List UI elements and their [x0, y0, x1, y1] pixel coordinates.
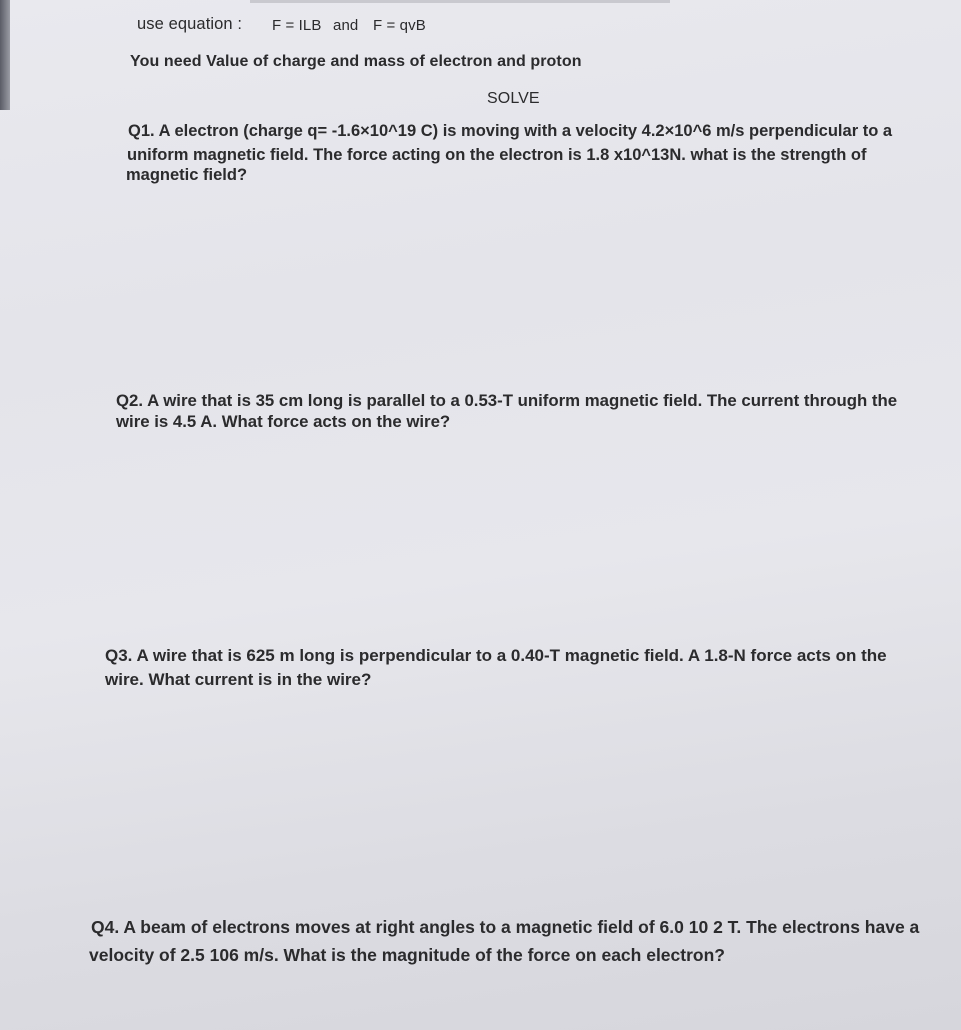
question-4-line-2: velocity of 2.5 106 m/s. What is the magnitude of the force on each electron? — [89, 945, 725, 965]
question-3-line-1: Q3. A wire that is 625 m long is perpendicular to a 0.40-T magnetic field. A 1.8-N force acts on the — [105, 646, 887, 665]
question-4-line-1: Q4. A beam of electrons moves at right angles to a magnetic field of 6.0 10 2 T. The electrons have a — [91, 917, 920, 937]
equation-force-charge: F = qvB — [373, 17, 426, 34]
question-3-line-2: wire. What current is in the wire? — [105, 670, 372, 689]
use-equation-label: use equation : — [137, 15, 243, 33]
solve-heading: SOLVE — [487, 90, 540, 107]
question-1-line-1: Q1. A electron (charge q= -1.6×10^19 C) is moving with a velocity 4.2×10^6 m/s perpendicular to a — [128, 122, 893, 140]
page-shadow-edge — [0, 0, 10, 110]
page-top-edge — [250, 0, 670, 3]
equation-force-wire: F = ILB — [272, 17, 322, 34]
question-2-line-1: Q2. A wire that is 35 cm long is parallel to a 0.53-T uniform magnetic field. The current through the — [116, 391, 898, 410]
question-1-line-3: magnetic field? — [126, 166, 248, 184]
question-2-line-2: wire is 4.5 A. What force acts on the wire? — [116, 412, 451, 431]
values-note: You need Value of charge and mass of electron and proton — [130, 53, 582, 70]
and-label: and — [333, 17, 359, 34]
question-1-line-2: uniform magnetic field. The force acting on the electron is 1.8 x10^13N. what is the strength of — [127, 146, 867, 164]
